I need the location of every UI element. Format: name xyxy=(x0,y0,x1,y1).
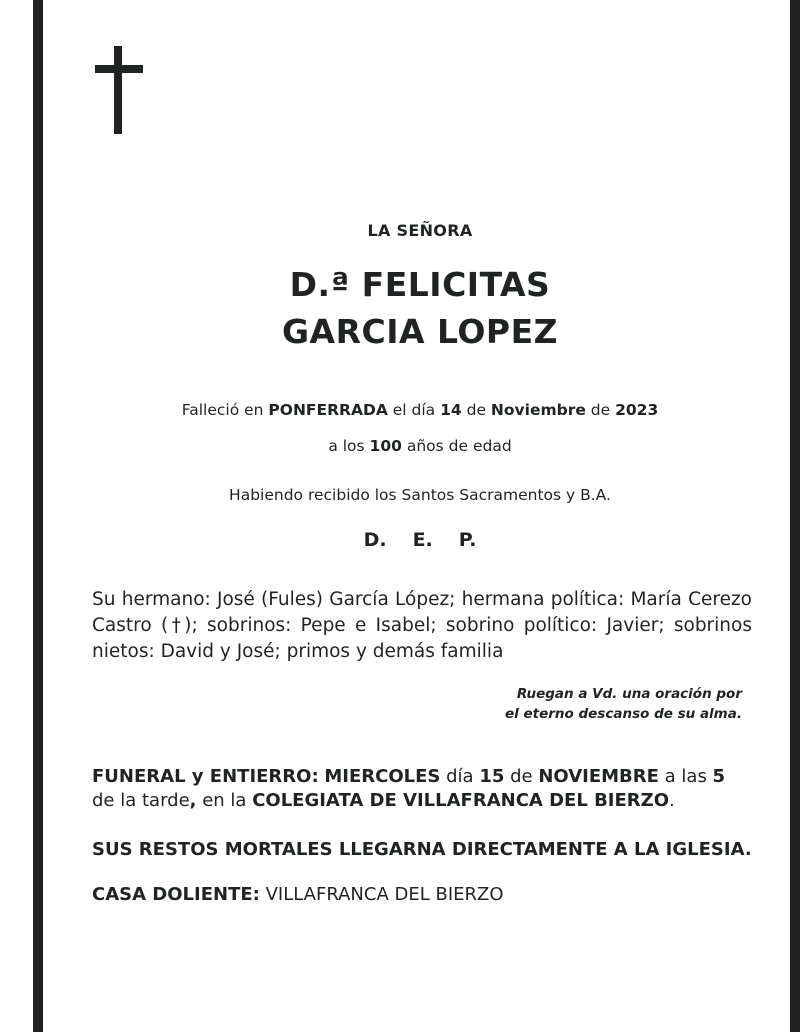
age-years: 100 xyxy=(369,437,402,455)
death-place: PONFERRADA xyxy=(268,401,388,419)
death-info: Falleció en PONFERRADA el día 14 de Noviembre de 2023 xyxy=(181,401,659,419)
death-year: 2023 xyxy=(615,401,659,419)
remains-notice: SUS RESTOS MORTALES LLEGARNA DIRECTAMENTE A LA IGLESIA. xyxy=(92,839,752,860)
deceased-name-line1: D.ª FELICITAS xyxy=(289,265,551,304)
death-day: 14 xyxy=(440,401,462,419)
cross-icon xyxy=(95,46,145,134)
house-info: CASA DOLIENTE: VILLAFRANCA DEL BIERZO xyxy=(92,884,504,905)
family-text: Su hermano: José (Fules) García López; hermana política: María Cerezo Castro (†); sobrinos: Pepe e Isabel; sobrino político: Javier; sobrinos nietos: David y José; primos y demás familia xyxy=(92,589,752,662)
right-border xyxy=(790,0,800,1032)
title-label: LA SEÑORA xyxy=(367,221,473,240)
death-month: Noviembre xyxy=(490,401,586,419)
dep-initials: D. E. P. xyxy=(363,529,477,551)
age-info: a los 100 años de edad xyxy=(328,437,512,455)
prayer-request: Ruegan a Vd. una oración por el eterno descanso de su alma. xyxy=(505,686,742,722)
deceased-name-line2: GARCIA LOPEZ xyxy=(281,312,559,351)
left-border xyxy=(33,0,43,1032)
funeral-info: FUNERAL y ENTIERRO: MIERCOLES día 15 de NOVIEMBRE a las 5 de la tarde, en la COLEGIATA DE VILLAFRANCA DEL BIERZO. xyxy=(92,766,726,811)
sacraments-text: Habiendo recibido los Santos Sacramentos y B.A. xyxy=(229,486,611,504)
